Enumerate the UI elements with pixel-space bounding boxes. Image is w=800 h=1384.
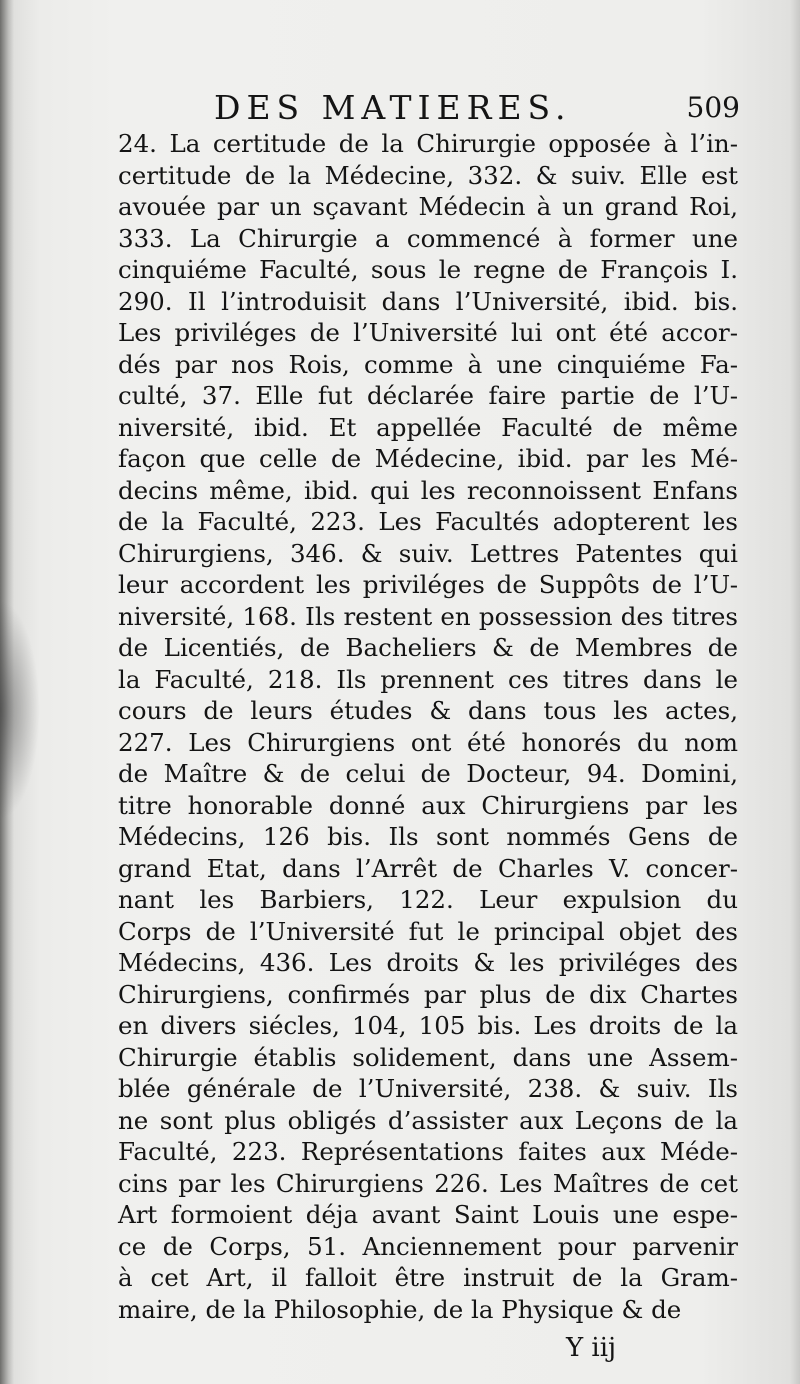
text-line: certitude de la Médecine, 332. & suiv. Elle est (118, 160, 738, 190)
text-line: Médecins, 126 bis. Ils sont nommés Gens de (118, 822, 738, 851)
index-body-text (118, 128, 738, 1325)
text-line: Chirurgiens, 346. & suiv. Lettres Patentes qui (118, 538, 738, 568)
text-line: Art formoient déja avant Saint Louis une espe- (118, 1200, 738, 1229)
text-line: de Licentiés, de Bacheliers & de Membres de (118, 633, 738, 662)
text-line: dés par nos Rois, comme à une cinquiéme Fa- (118, 349, 738, 379)
text-line: cinquiéme Faculté, sous le regne de François I. (118, 255, 738, 284)
text-line: 24. La certitude de la Chirurgie opposée à l’in- (118, 129, 738, 158)
text-line: Chirurgie établis solidement, dans une Assem- (118, 1042, 738, 1072)
text-line: grand Etat, dans l’Arrêt de Charles V. concer- (118, 853, 738, 883)
signature-mark: Y iij (566, 1333, 617, 1363)
text-line: à cet Art, il falloit être instruit de la Gram- (118, 1263, 738, 1292)
running-head: DES MATIERES. (214, 88, 572, 127)
text-line: de la Faculté, 223. Les Facultés adopterent les (118, 507, 738, 536)
text-line: ne sont plus obligés d’assister aux Leçons de la (118, 1105, 738, 1135)
page-number: 509 (686, 91, 740, 124)
text-line: culté, 37. Elle fut déclarée faire partie de l’U- (118, 381, 738, 410)
text-line: avouée par un sçavant Médecin à un grand Roi, (118, 192, 738, 221)
edge-shadow (0, 600, 40, 820)
text-line: niversité, 168. Ils restent en possession des titres (118, 601, 738, 631)
text-line: 333. La Chirurgie a commencé à former une (118, 223, 738, 253)
page-header (118, 88, 740, 128)
text-line: 290. Il l’introduisit dans l’Université, ibid. bis. (118, 286, 738, 316)
text-line: Faculté, 223. Représentations faites aux Méde- (118, 1137, 738, 1166)
text-line: Médecins, 436. Les droits & les priviléges des (118, 948, 738, 977)
text-line: leur accordent les priviléges de Suppôts de l’U- (118, 570, 738, 599)
text-line: decins même, ibid. qui les reconnoissent Enfans (118, 475, 738, 505)
text-line: Corps de l’Université fut le principal objet des (118, 916, 738, 946)
text-line: Chirurgiens, confirmés par plus de dix Chartes (118, 979, 738, 1009)
text-line: la Faculté, 218. Ils prennent ces titres dans le (118, 664, 738, 694)
text-line: Les priviléges de l’Université lui ont été accor- (118, 318, 738, 347)
text-line: cours de leurs études & dans tous les actes, (118, 696, 738, 725)
text-line: niversité, ibid. Et appellée Faculté de même (118, 412, 738, 442)
text-line: en divers siécles, 104, 105 bis. Les droits de la (118, 1011, 738, 1040)
text-line: ce de Corps, 51. Anciennement pour parvenir (118, 1231, 738, 1261)
text-line: de Maître & de celui de Docteur, 94. Domini, (118, 759, 738, 788)
text-line: maire, de la Philosophie, de la Physique & de (118, 1294, 682, 1324)
text-line: façon que celle de Médecine, ibid. par les Mé- (118, 444, 738, 473)
text-line: nant les Barbiers, 122. Leur expulsion du (118, 885, 738, 914)
text-line: cins par les Chirurgiens 226. Les Maîtres de cet (118, 1168, 738, 1198)
text-line: 227. Les Chirurgiens ont été honorés du nom (118, 727, 738, 757)
text-line: blée générale de l’Université, 238. & suiv. Ils (118, 1074, 738, 1103)
text-line: titre honorable donné aux Chirurgiens par les (118, 790, 738, 820)
